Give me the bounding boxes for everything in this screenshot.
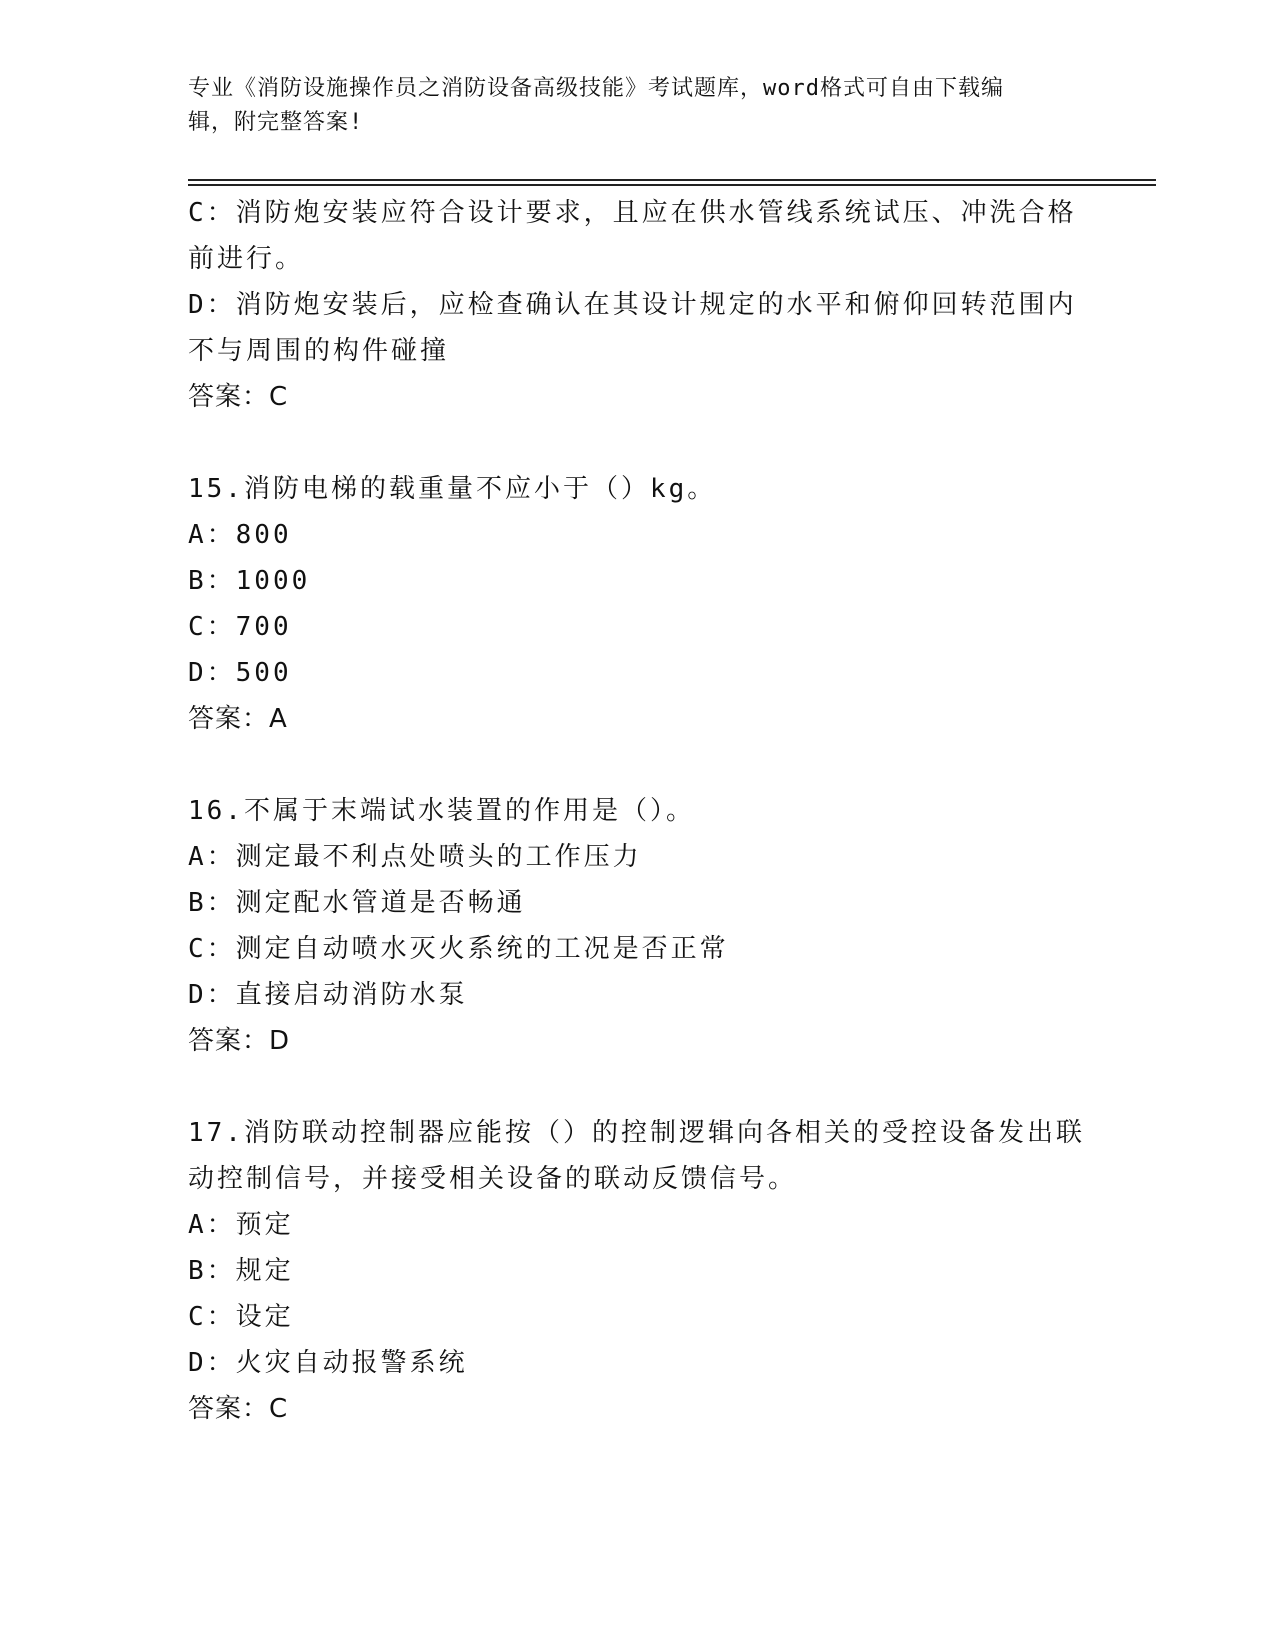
option-a: A：预定: [188, 1210, 294, 1240]
question-15: [188, 466, 1088, 742]
question-14-tail: [188, 190, 1088, 420]
page-header: [188, 72, 1068, 140]
option-c: C：设定: [188, 1302, 294, 1332]
header-divider-bottom: [188, 184, 1156, 186]
option-c: C：700: [188, 612, 292, 642]
option-d: D：500: [188, 658, 292, 688]
question-17: [188, 1110, 1088, 1432]
question-16: [188, 788, 1088, 1064]
option-a: A：800: [188, 520, 292, 550]
header-divider-top: [188, 179, 1156, 181]
question-text-continued: 动控制信号，并接受相关设备的联动反馈信号。: [188, 1164, 798, 1194]
option-a: A：测定最不利点处喷头的工作压力: [188, 842, 642, 872]
option-d: D：消防炮安装后，应检查确认在其设计规定的水平和俯仰回转范围内: [188, 290, 1077, 320]
header-line-2: 辑，附完整答案!: [188, 110, 364, 135]
option-d: D：直接启动消防水泵: [188, 980, 468, 1010]
option-b: B：1000: [188, 566, 311, 596]
option-b: B：测定配水管道是否畅通: [188, 888, 526, 918]
spacer: [188, 1064, 1088, 1110]
answer: 答案：D: [188, 1026, 291, 1056]
spacer: [188, 420, 1088, 466]
answer: 答案：C: [188, 382, 289, 412]
option-c: C：消防炮安装应符合设计要求，且应在供水管线系统试压、冲洗合格: [188, 198, 1077, 228]
option-c-continued: 前进行。: [188, 244, 305, 274]
option-c: C：测定自动喷水灭火系统的工况是否正常: [188, 934, 729, 964]
question-text: 15.消防电梯的载重量不应小于（）kg。: [188, 474, 717, 504]
question-content: [188, 190, 1088, 1432]
spacer: [188, 742, 1088, 788]
option-d-continued: 不与周围的构件碰撞: [188, 336, 450, 366]
option-b: B：规定: [188, 1256, 294, 1286]
answer: 答案：A: [188, 704, 288, 734]
option-d: D：火灾自动报警系统: [188, 1348, 468, 1378]
answer: 答案：C: [188, 1394, 289, 1424]
question-text: 16.不属于末端试水装置的作用是（）。: [188, 796, 695, 826]
header-line-1: 专业《消防设施操作员之消防设备高级技能》考试题库，word格式可自由下载编: [188, 76, 1004, 101]
question-text: 17.消防联动控制器应能按（）的控制逻辑向各相关的受控设备发出联: [188, 1118, 1085, 1148]
